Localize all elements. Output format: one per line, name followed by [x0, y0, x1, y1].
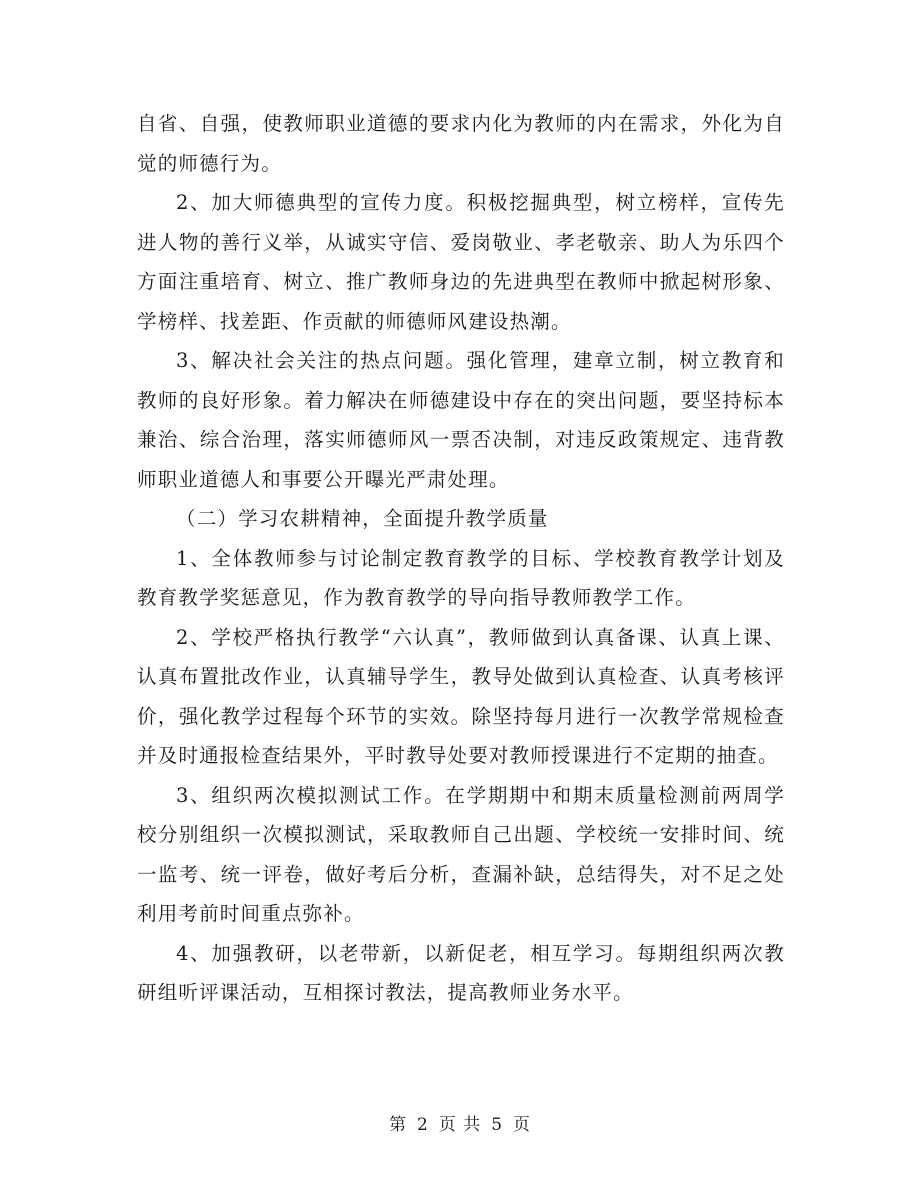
footer-mid: 页 共: [438, 1115, 482, 1135]
footer-page-number: 2: [416, 1115, 429, 1135]
paragraph-item-3-hot-issues: 3、解决社会关注的热点问题。强化管理，建章立制，树立教育和教师的良好形象。着力解决在师德建设中存在的突出问题，要坚持标本兼治、综合治理，落实师德师风一票否决制，对违反政策规定、违背教师职业道德人和事要公开曝光严肃处理。: [137, 349, 785, 491]
document-body: [137, 104, 785, 1013]
page-footer: [0, 1110, 920, 1135]
paragraph-item-3-mock-tests: 3、组织两次模拟测试工作。在学期期中和期末质量检测前两周学校分别组织一次模拟测试，采取教师自己出题、学校统一安排时间、统一监考、统一评卷，做好考后分析，查漏补缺，总结得失，对不足之处利用考前时间重点弥补。: [137, 783, 785, 925]
paragraph-item-2-six-earnest: 2、学校严格执行教学“六认真”，教师做到认真备课、认真上课、认真布置批改作业，认真辅导学生，教导处做到认真检查、认真考核评价，强化教学过程每个环节的实效。除坚持每月进行一次教学常规检查并及时通报检查结果外，平时教导处要对教师授课进行不定期的抽查。: [137, 625, 785, 767]
paragraph-item-2-publicity: 2、加大师德典型的宣传力度。积极挖掘典型，树立榜样，宣传先进人物的善行义举，从诚实守信、爱岗敬业、孝老敬亲、助人为乐四个方面注重培育、树立、推广教师身边的先进典型在教师中掀起树形象、学榜样、找差距、作贡献的师德师风建设热潮。: [137, 191, 785, 333]
paragraph-item-1-teaching-goals: 1、全体教师参与讨论制定教育教学的目标、学校教育教学计划及教育教学奖惩意见，作为教育教学的导向指导教师教学工作。: [137, 546, 785, 609]
footer-suffix: 页: [513, 1115, 532, 1135]
section-heading: （二）学习农耕精神，全面提升教学质量: [176, 507, 549, 530]
footer-total-pages: 5: [491, 1115, 504, 1135]
footer-prefix: 第: [388, 1115, 407, 1135]
paragraph-item-4-teaching-research: 4、加强教研，以老带新，以新促老，相互学习。每期组织两次教研组听评课活动，互相探讨教法，提高教师业务水平。: [137, 941, 785, 1004]
paragraph-continuation: 自省、自强，使教师职业道德的要求内化为教师的内在需求，外化为自觉的师德行为。: [137, 112, 785, 175]
